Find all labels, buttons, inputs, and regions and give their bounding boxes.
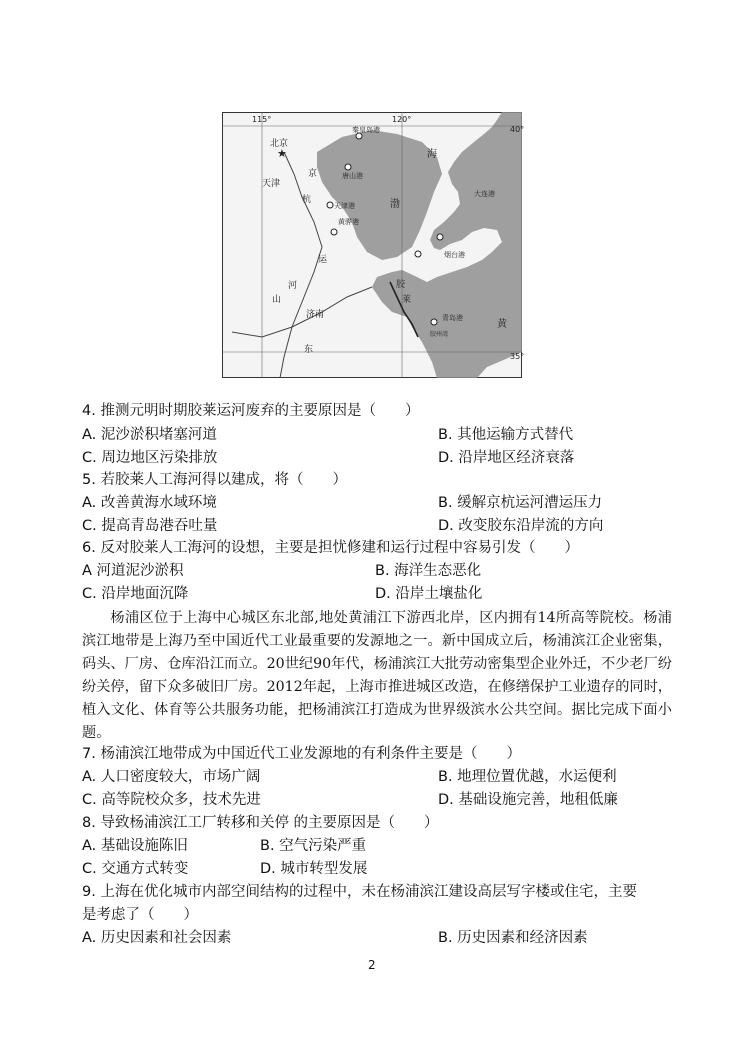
jinan-label: 济南: [306, 310, 325, 320]
q7-option-c: C. 高等院校众多，技术先进: [82, 792, 261, 808]
shan-label: 山: [272, 295, 282, 305]
q9-stem-line2: 是考虑了（ ）: [82, 907, 198, 923]
q7-option-d: D. 基础设施完善，地租低廉: [438, 792, 618, 808]
lat-35-label: 35°: [510, 352, 525, 361]
port-marker: [327, 202, 333, 208]
q4-option-a: A. 泥沙淤积堵塞河道: [82, 427, 217, 443]
port-marker: [331, 229, 337, 235]
q6-option-c: C. 沿岸地面沉降: [82, 586, 189, 602]
port-marker: [431, 319, 437, 325]
dong-label: 东: [304, 345, 314, 355]
yun-label: 运: [318, 255, 328, 265]
hai-label: 海: [427, 149, 437, 160]
passage-text: 杨浦区位于上海中心城区东北部,地处黄浦江下游西北岸，区内拥有14所高等院校。杨浦滨江地带是上海乃至中国近代工业最重要的发源地之一。新中国成立后，杨浦滨江企业密集，码头、厂房、仓库沿江而立。20世纪90年代，杨浦滨江大批劳动密集型企业外迁，不少老厂纷纷关停，留下众多破旧厂房。2012年起，上海市推进城区改造，在修缮保护工业遗存的同时，植入文化、体育等公共服务功能，把杨浦滨江打造成为世界级滨水公共空间。据比完成下面小题。: [82, 610, 672, 741]
q6-stem: 6. 反对胶莱人工海河的设想，主要是担忧修建和运行过程中容易引发（ ）: [82, 540, 579, 556]
huang-label: 黄: [497, 319, 507, 330]
q5-option-b: B. 缓解京杭运河漕运压力: [438, 495, 603, 511]
port-marker: [415, 251, 421, 257]
q4-option-b: B. 其他运输方式替代: [438, 427, 574, 443]
q9-stem-line1: 9. 上海在优化城市内部空间结构的过程中，未在杨浦滨江建设高层写字楼或住宅，主要: [82, 884, 637, 900]
q8-option-d: D. 城市转型发展: [260, 861, 368, 877]
qinhuangdao-label: 秦皇岛港: [352, 126, 380, 134]
map-figure: [222, 112, 525, 378]
port-marker: [345, 164, 351, 170]
huanghua-label: 黄骅港: [338, 218, 359, 226]
q5-stem: 5. 若胶莱人工海河得以建成，将（ ）: [82, 472, 347, 488]
tianjingang-label: 天津港: [334, 202, 355, 210]
tangshan-label: 唐山港: [342, 172, 363, 180]
beijing-label: 北京: [270, 139, 289, 149]
lai-label: 莱: [402, 295, 412, 305]
jiaolai-label: 胶州湾: [430, 331, 449, 338]
q6-option-d: D. 沿岸土壤盐化: [375, 586, 483, 602]
lon-115-label: 115°: [252, 115, 272, 124]
he-label: 河: [288, 281, 298, 291]
yantai-label: 烟台港: [444, 251, 465, 259]
q9-option-a: A. 历史因素和社会因素: [82, 930, 232, 946]
q8-option-b: B. 空气污染严重: [260, 838, 367, 854]
lat-40-label: 40°: [510, 125, 525, 134]
q8-option-c: C. 交通方式转变: [82, 861, 189, 877]
q7-option-b: B. 地理位置优越，水运便利: [438, 769, 617, 785]
tianjin-label: 天津: [262, 179, 281, 189]
jiao-label: 胶: [396, 280, 406, 290]
star-icon: ★: [277, 147, 287, 160]
port-marker: [437, 234, 443, 240]
reading-passage: [82, 607, 672, 745]
q5-option-c: C. 提高青岛港吞吐量: [82, 518, 218, 534]
dalian-label: 大连港: [474, 190, 495, 198]
q5-option-d: D. 改变胶东沿岸流的方向: [438, 518, 604, 534]
q4-stem: 4. 推测元明时期胶莱运河废弃的主要原因是（ ）: [82, 403, 420, 419]
qingdao-label: 青岛港: [442, 314, 463, 322]
q8-option-a: A. 基础设施陈旧: [82, 838, 188, 854]
q4-option-c: C. 周边地区污染排放: [82, 450, 218, 466]
jing-label: 京: [308, 169, 318, 179]
page-number: 2: [368, 958, 376, 972]
q7-option-a: A. 人口密度较大，市场广阔: [82, 769, 261, 785]
q8-stem: 8. 导致杨浦滨江工厂转移和关停 的主要原因是（ ）: [82, 815, 439, 831]
q4-option-d: D. 沿岸地区经济衰落: [438, 450, 575, 466]
q5-option-a: A. 改善黄海水域环境: [82, 495, 217, 511]
q7-stem: 7. 杨浦滨江地带成为中国近代工业发源地的有利条件主要是（ ）: [82, 746, 521, 762]
lon-120-label: 120°: [392, 115, 412, 124]
bo-label: 渤: [390, 199, 400, 210]
q6-option-a: A 河道泥沙淤积: [82, 563, 184, 579]
hang-label: 杭: [302, 195, 312, 205]
q9-option-b: B. 历史因素和经济因素: [438, 930, 588, 946]
q6-option-b: B. 海洋生态恶化: [375, 563, 482, 579]
